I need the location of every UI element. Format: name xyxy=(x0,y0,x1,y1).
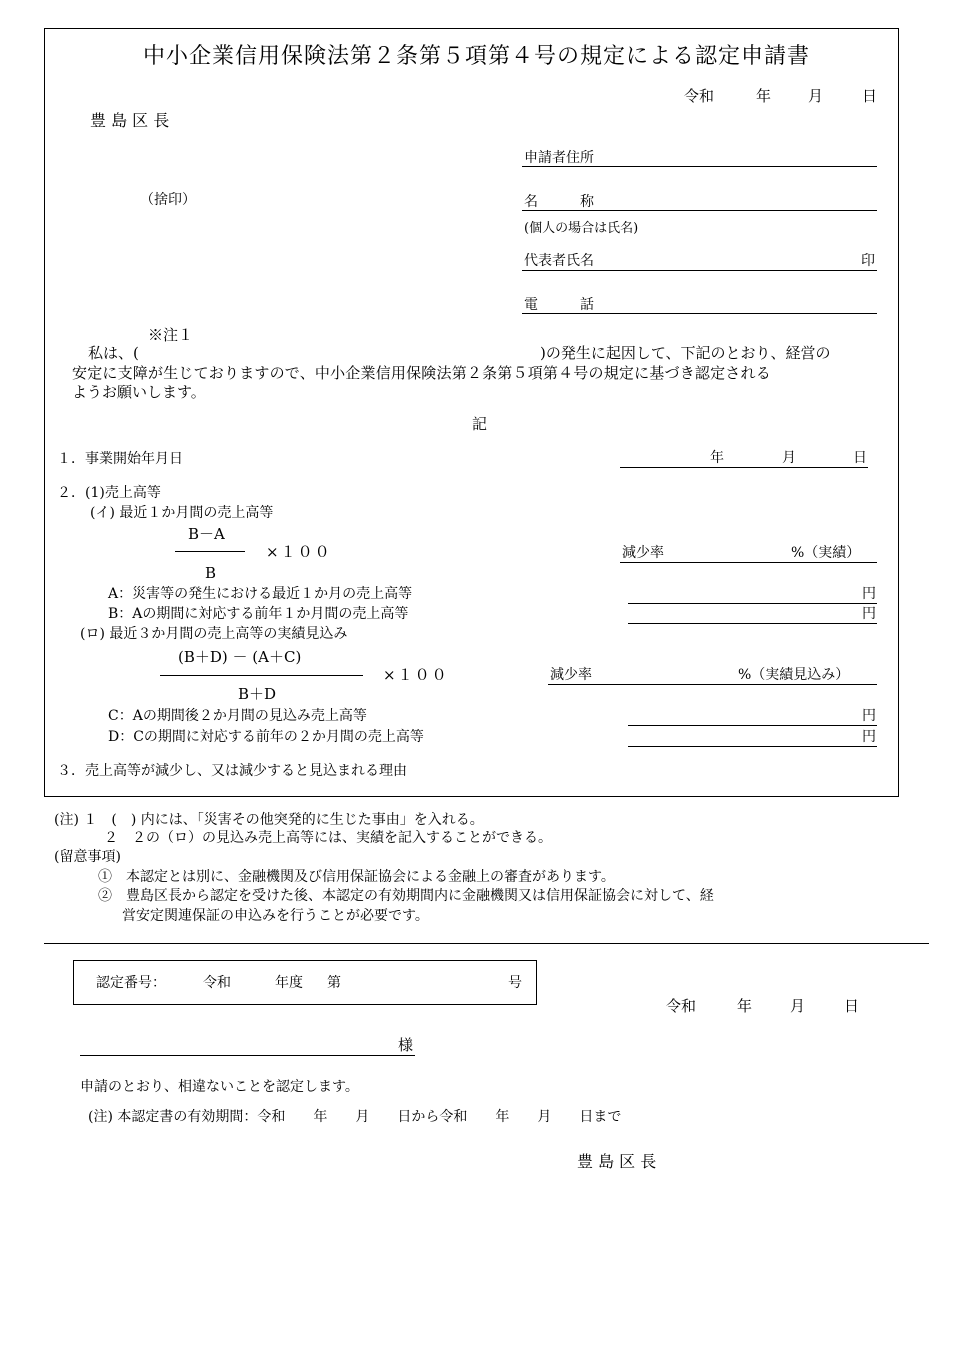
caution-1: ① 本認定とは別に、金融機関及び信用保証協会による金融上の審査があります。 xyxy=(98,869,615,885)
i-a-field[interactable] xyxy=(628,603,877,604)
ro-rate-unit: %（実績見込み） xyxy=(738,667,850,683)
ro-c-yen: 円 xyxy=(862,708,876,724)
date-year: 年 xyxy=(756,87,772,105)
i-numerator: B－A xyxy=(188,525,225,543)
item2-ro-label: (ロ) 最近３か月間の売上高等の実績見込み xyxy=(80,626,348,642)
body-line1-tail: )の発生に起因して、下記のとおり、経営の xyxy=(540,344,831,362)
cert-statement: 申請のとおり、相違ないことを認定します。 xyxy=(80,1079,359,1095)
i-rate-label: 減少率 xyxy=(622,545,664,561)
i-b-label: B：Aの期間に対応する前年１か月間の売上高等 xyxy=(108,606,409,622)
i-rate-field[interactable] xyxy=(620,562,877,563)
i-denominator: B xyxy=(205,564,217,582)
ro-times: ×１００ xyxy=(383,666,449,684)
rep-seal-mark: 印 xyxy=(861,253,875,269)
i-b-yen: 円 xyxy=(862,606,876,622)
cert-recipient-field[interactable] xyxy=(80,1055,415,1056)
item1-year: 年 xyxy=(710,450,724,466)
applicant-address-field[interactable] xyxy=(522,166,877,167)
cert-validity: (注) 本認定書の有効期間：令和 年 月 日から令和 年 月 日まで xyxy=(88,1109,622,1125)
cert-sama: 様 xyxy=(398,1036,414,1054)
item1-day: 日 xyxy=(853,450,867,466)
item2-label: ２．(1)売上高等 xyxy=(57,485,161,501)
ro-d-label: D：Cの期間に対応する前年の２か月間の売上高等 xyxy=(108,729,424,745)
cert-date-era: 令和 xyxy=(666,997,697,1015)
ro-denominator: B＋D xyxy=(238,685,277,703)
i-a-yen: 円 xyxy=(862,586,876,602)
cert-number-label: 認定番号： xyxy=(96,975,166,991)
applicant-name-field[interactable] xyxy=(522,210,877,211)
note-2: ２ ２の（ロ）の見込み売上高等には、実績を記入することができる。 xyxy=(104,830,552,846)
cert-date-year: 年 xyxy=(737,997,753,1015)
applicant-name-note: (個人の場合は氏名) xyxy=(524,221,639,236)
i-b-field[interactable] xyxy=(628,623,877,624)
ro-rate-field[interactable] xyxy=(548,684,877,685)
applicant-name-label: 名 称 xyxy=(524,194,594,210)
date-day: 日 xyxy=(862,87,878,105)
applicant-rep-label: 代表者氏名 xyxy=(524,253,594,269)
cert-date-day: 日 xyxy=(844,997,860,1015)
ro-d-yen: 円 xyxy=(862,729,876,745)
body-line1: 私は、( xyxy=(88,344,139,362)
form-title: 中小企業信用保険法第２条第５項第４号の規定による認定申請書 xyxy=(143,44,811,69)
item1-label: １．事業開始年月日 xyxy=(57,451,183,467)
ro-fraction-bar xyxy=(160,675,363,676)
addressee: 豊 島 区 長 xyxy=(90,111,170,130)
i-times: ×１００ xyxy=(266,543,332,561)
section-divider xyxy=(44,943,929,944)
item2-i-label: (イ) 最近１か月間の売上高等 xyxy=(90,505,274,521)
applicant-address-label: 申請者住所 xyxy=(524,150,594,166)
body-line3: ようお願いします。 xyxy=(72,383,206,401)
caution-heading: (留意事項) xyxy=(54,849,121,865)
cert-issuer: 豊 島 区 長 xyxy=(577,1152,657,1171)
item3-label: ３．売上高等が減少し、又は減少すると見込まれる理由 xyxy=(57,763,407,779)
ro-numerator: (B＋D) － (A＋C) xyxy=(178,648,302,666)
cert-date-month: 月 xyxy=(790,997,806,1015)
note-1: (注) １ ( ) 内には、「災害その他突発的に生じた事由」を入れる。 xyxy=(54,812,484,828)
caution-2a: ② 豊島区長から認定を受けた後、本認定の有効期間内に金融機関又は信用保証協会に対して、経 xyxy=(98,888,714,904)
cert-number-go: 号 xyxy=(508,975,522,991)
applicant-rep-field[interactable] xyxy=(522,270,877,271)
ro-rate-label: 減少率 xyxy=(550,667,592,683)
note-ref: ※注１ xyxy=(148,326,194,344)
ro-c-field[interactable] xyxy=(628,725,877,726)
item1-field[interactable] xyxy=(620,467,868,468)
applicant-phone-label: 電 話 xyxy=(524,297,594,313)
i-fraction-bar xyxy=(175,551,245,552)
i-rate-unit: %（実績） xyxy=(791,545,861,561)
body-line2: 安定に支障が生じておりますので、中小企業信用保険法第２条第５項第４号の規定に基づき認定される xyxy=(72,364,771,382)
cert-number-fy: 年度 xyxy=(275,975,303,991)
caution-2b: 営安定関連保証の申込みを行うことが必要です。 xyxy=(122,908,429,924)
ro-d-field[interactable] xyxy=(628,746,877,747)
i-a-label: A：災害等の発生における最近１か月の売上高等 xyxy=(108,586,413,602)
ro-c-label: C：Aの期間後２か月間の見込み売上高等 xyxy=(108,708,367,724)
cert-number-era: 令和 xyxy=(203,975,231,991)
seal-note: （捨印） xyxy=(140,192,196,208)
date-era: 令和 xyxy=(684,87,715,105)
applicant-phone-field[interactable] xyxy=(522,313,877,314)
item1-month: 月 xyxy=(782,450,796,466)
date-month: 月 xyxy=(808,87,824,105)
cert-number-dai: 第 xyxy=(327,975,341,991)
ki-heading: 記 xyxy=(472,415,488,433)
